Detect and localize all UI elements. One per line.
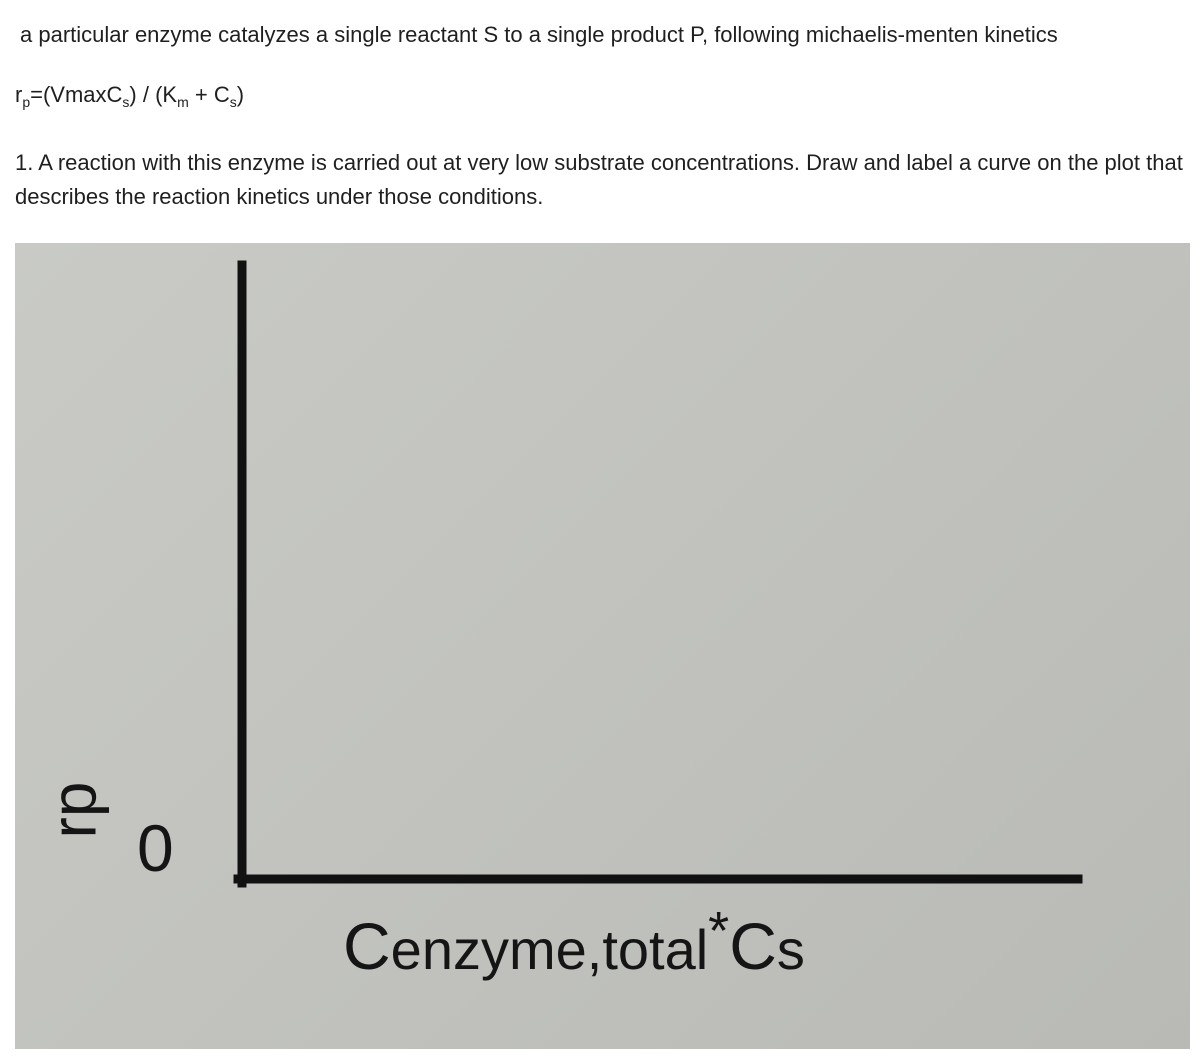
x-label-star: *	[708, 901, 730, 961]
rate-symbol: r	[15, 82, 23, 107]
x-label-enzyme-total: enzyme,total	[390, 918, 709, 981]
rate-subscript: p	[22, 94, 31, 110]
x-label-s: s	[776, 918, 805, 981]
substrate-subscript-2: s	[229, 94, 237, 110]
x-label-c: C	[343, 909, 391, 983]
equation-denominator: + C	[188, 82, 230, 107]
michaelis-menten-equation	[15, 80, 244, 110]
substrate-subscript: s	[122, 94, 130, 110]
plot-photo	[15, 243, 1190, 1049]
intro-text: a particular enzyme catalyzes a single reactant S to a single product P, following michaelis-menten kinetics	[20, 22, 1058, 47]
x-label-c2: C	[729, 909, 777, 983]
y-axis-label: rp	[37, 781, 110, 839]
equation-close: )	[236, 82, 245, 107]
equation-numerator: =(VmaxC	[30, 82, 123, 107]
equation-divider: ) / (K	[129, 82, 178, 107]
origin-label: 0	[137, 811, 174, 885]
x-axis-label	[343, 901, 805, 985]
question-text: 1. A reaction with this enzyme is carried out at very low substrate concentrations. Draw and label a curve on the plot that describes the reaction kinetics under those conditions.	[15, 150, 1183, 209]
km-subscript: m	[177, 94, 189, 110]
